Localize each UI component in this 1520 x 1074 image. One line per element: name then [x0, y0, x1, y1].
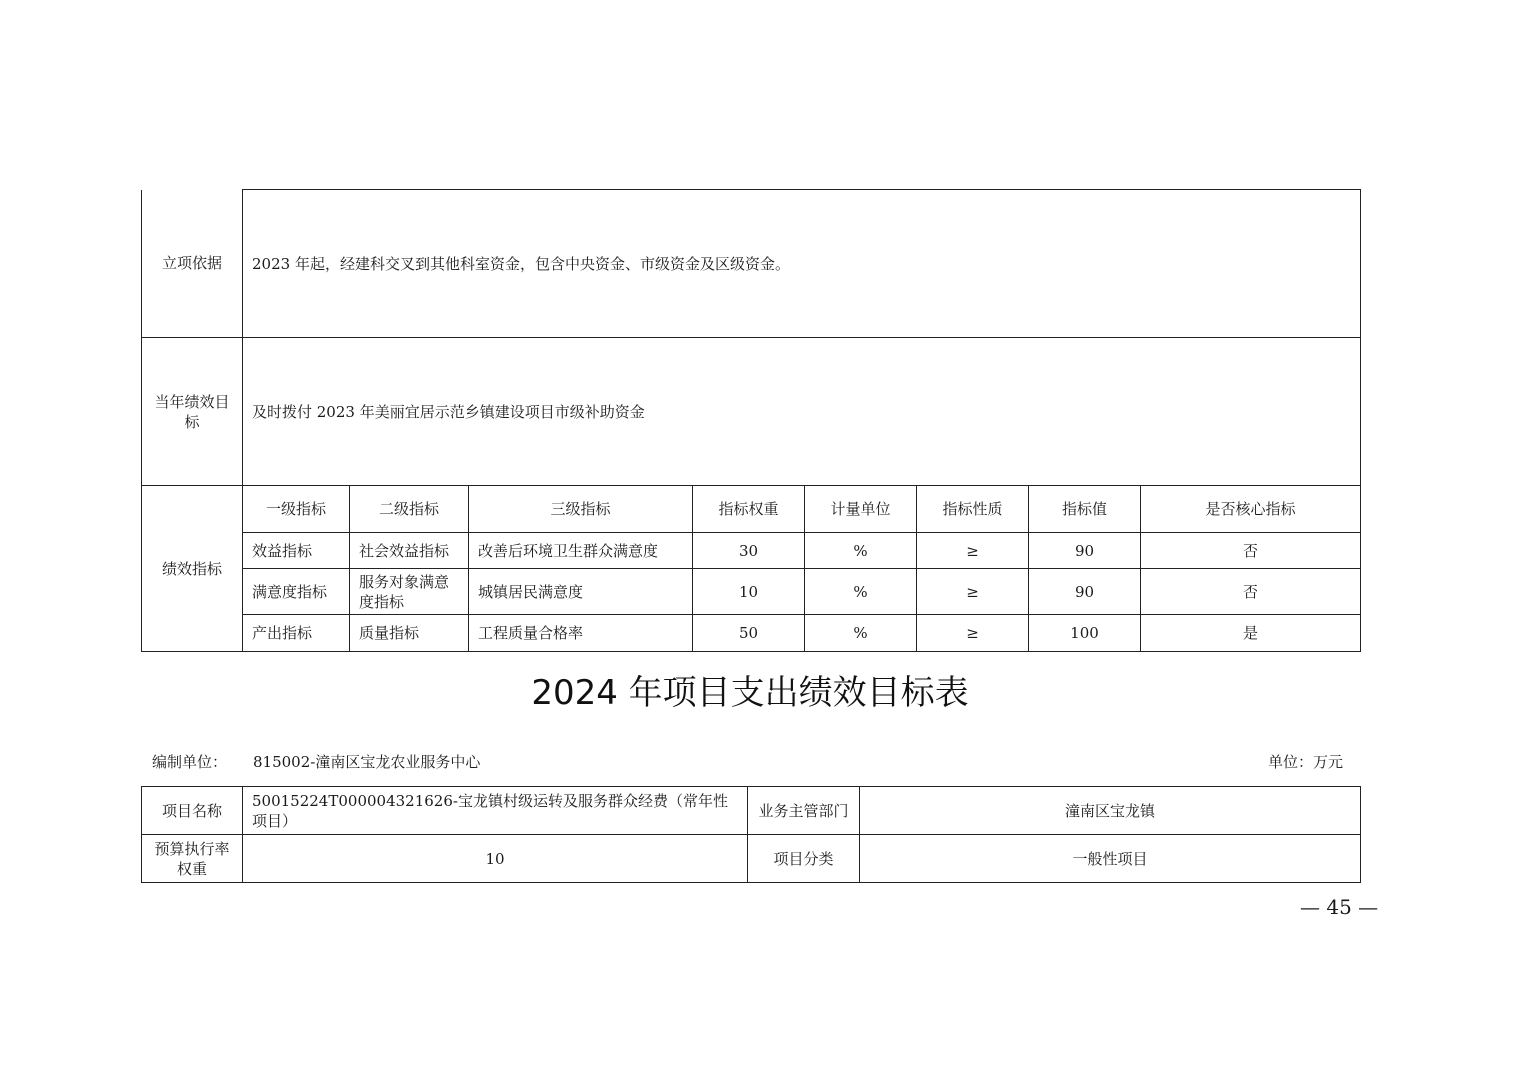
- cell-nature: ≥: [917, 569, 1029, 615]
- cell-core: 否: [1141, 569, 1361, 615]
- header-weight: 指标权重: [693, 486, 805, 533]
- cell-unit: %: [805, 615, 917, 652]
- cell-level3: 改善后环境卫生群众满意度: [469, 533, 693, 569]
- header-core: 是否核心指标: [1141, 486, 1361, 533]
- cell-weight: 10: [693, 569, 805, 615]
- cell-level2: 质量指标: [350, 615, 469, 652]
- cell-level2: 社会效益指标: [350, 533, 469, 569]
- cell-level1: 效益指标: [243, 533, 350, 569]
- cell-nature: ≥: [917, 533, 1029, 569]
- category-label: 项目分类: [748, 835, 860, 883]
- budget-weight-label: 预算执行率权重: [142, 835, 243, 883]
- cell-level1: 产出指标: [243, 615, 350, 652]
- header-unit: 计量单位: [805, 486, 917, 533]
- project-name-label: 项目名称: [142, 787, 243, 835]
- cell-unit: %: [805, 533, 917, 569]
- goal-label: 当年绩效目标: [142, 338, 243, 486]
- cell-value: 90: [1029, 533, 1141, 569]
- goal-text: 及时拨付 2023 年美丽宜居示范乡镇建设项目市级补助资金: [243, 338, 1361, 486]
- compile-unit-value: 815002-潼南区宝龙农业服务中心: [253, 753, 481, 771]
- header-level3: 三级指标: [469, 486, 693, 533]
- header-nature: 指标性质: [917, 486, 1029, 533]
- table-row: [142, 615, 1361, 652]
- cell-weight: 30: [693, 533, 805, 569]
- performance-indicator-table: [141, 189, 1361, 652]
- page-title: 2024 年项目支出绩效目标表: [531, 673, 969, 713]
- header-value: 指标值: [1029, 486, 1141, 533]
- table-row: [142, 533, 1361, 569]
- cell-unit: %: [805, 569, 917, 615]
- table-row: [142, 569, 1361, 615]
- project-info-table: [141, 786, 1361, 883]
- basis-label: 立项依据: [142, 190, 243, 338]
- header-level2: 二级指标: [350, 486, 469, 533]
- money-unit: 单位：万元: [1268, 753, 1344, 771]
- page-number: — 45 —: [1300, 895, 1379, 919]
- basis-text: 2023 年起，经建科交叉到其他科室资金，包含中央资金、市级资金及区级资金。: [243, 190, 1361, 338]
- cell-core: 是: [1141, 615, 1361, 652]
- compile-unit-label: 编制单位：: [152, 753, 228, 771]
- cell-value: 90: [1029, 569, 1141, 615]
- indicator-label: 绩效指标: [142, 486, 243, 652]
- budget-weight-value: 10: [243, 835, 748, 883]
- cell-nature: ≥: [917, 615, 1029, 652]
- category-value: 一般性项目: [860, 835, 1361, 883]
- cell-level1: 满意度指标: [243, 569, 350, 615]
- dept-value: 潼南区宝龙镇: [860, 787, 1361, 835]
- cell-value: 100: [1029, 615, 1141, 652]
- cell-core: 否: [1141, 533, 1361, 569]
- cell-level3: 工程质量合格率: [469, 615, 693, 652]
- cell-level3: 城镇居民满意度: [469, 569, 693, 615]
- cell-weight: 50: [693, 615, 805, 652]
- header-level1: 一级指标: [243, 486, 350, 533]
- cell-level2: 服务对象满意度指标: [350, 569, 469, 615]
- dept-label: 业务主管部门: [748, 787, 860, 835]
- project-name-value: 50015224T000004321626-宝龙镇村级运转及服务群众经费（常年性项目）: [243, 787, 748, 835]
